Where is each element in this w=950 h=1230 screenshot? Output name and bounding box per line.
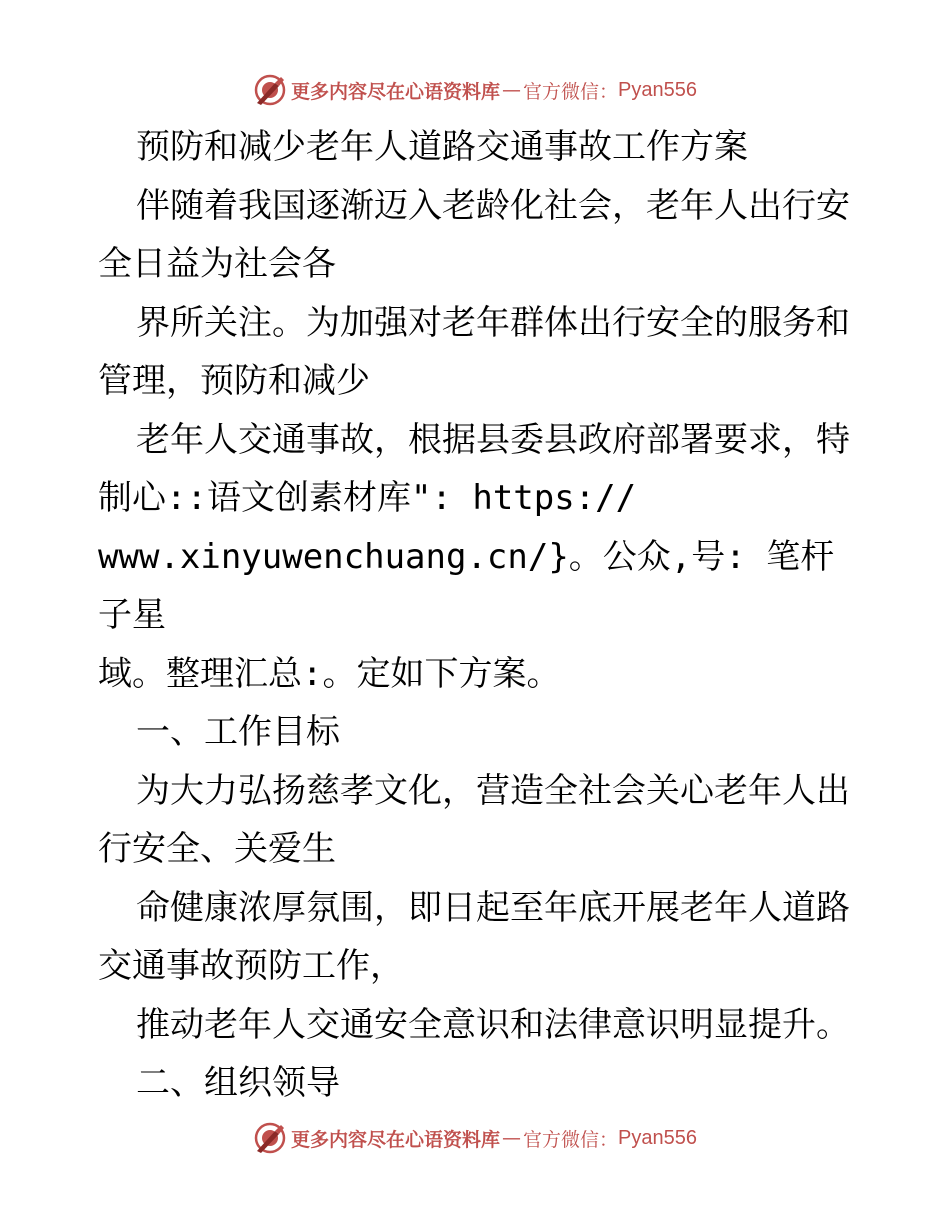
document-title: 预防和减少老年人道路交通事故工作方案 <box>136 127 748 167</box>
paragraph-line: 老年人交通事故，根据县委县政府部署要求，特 <box>136 419 850 460</box>
header-banner-text: 更多内容尽在心语资料库 <box>291 80 501 103</box>
header-wechat-id: Pyan556 <box>618 78 697 101</box>
pen-logo-icon <box>253 73 287 107</box>
paragraph-line: 命健康浓厚氛围，即日起至年底开展老年人道路 <box>136 887 850 928</box>
paragraph-line: 制心::语文创素材库": https:// <box>98 478 637 518</box>
footer-banner-text: 更多内容尽在心语资料库 <box>291 1128 501 1151</box>
document-body <box>98 118 858 1113</box>
section-heading: 二、组织领导 <box>136 1063 340 1103</box>
paragraph-line: 行安全、关爱生 <box>98 829 336 869</box>
paragraph-line: www.xinyuwenchuang.cn/}。公众,号: 笔杆子星 <box>98 536 835 635</box>
section-heading: 一、工作目标 <box>136 712 340 752</box>
footer-wechat-id: Pyan556 <box>618 1126 697 1149</box>
footer-banner <box>0 1118 950 1158</box>
paragraph-line: 伴随着我国逐渐迈入老龄化社会，老年人出行安 <box>136 185 850 226</box>
paragraph-line: 全日益为社会各 <box>98 244 336 284</box>
footer-banner-separator: — <box>502 1127 522 1149</box>
header-banner-separator: — <box>502 79 522 101</box>
pen-logo-icon <box>253 1121 287 1155</box>
header-banner <box>0 70 950 110</box>
paragraph-line: 管理，预防和减少 <box>98 361 370 401</box>
paragraph-line: 域。整理汇总:。定如下方案。 <box>98 653 561 694</box>
footer-wechat-label: 官方微信： <box>523 1128 619 1151</box>
paragraph-line: 推动老年人交通安全意识和法律意识明显提升。 <box>136 1004 850 1045</box>
paragraph-line: 界所关注。为加强对老年群体出行安全的服务和 <box>136 302 850 343</box>
header-wechat-label: 官方微信： <box>523 80 619 103</box>
paragraph-line: 交通事故预防工作， <box>98 946 404 986</box>
paragraph-line: 为大力弘扬慈孝文化，营造全社会关心老年人出 <box>136 770 850 811</box>
